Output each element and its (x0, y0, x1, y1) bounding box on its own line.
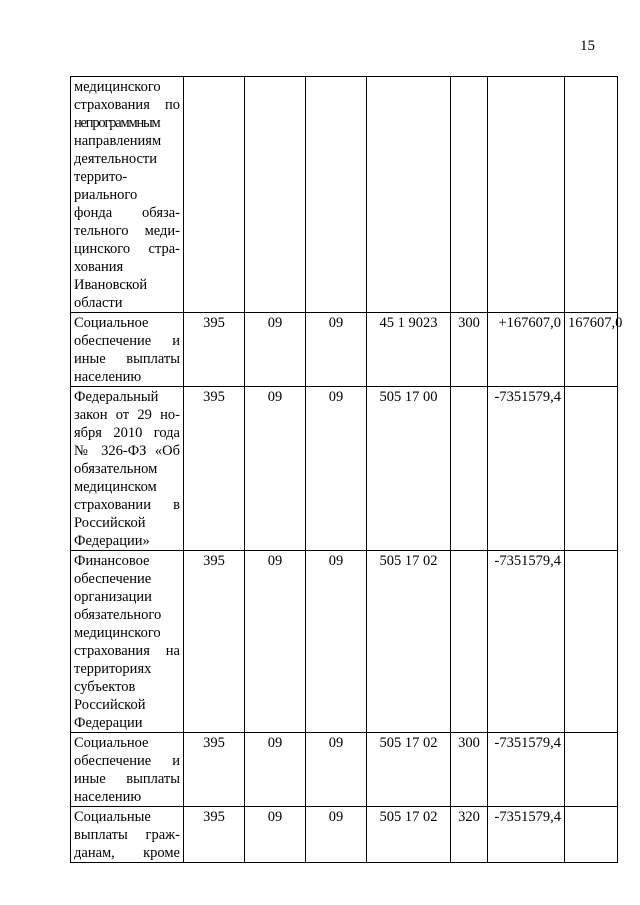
item-name-line: непрограммным (74, 115, 160, 131)
target-article-cell: 505 17 00 (367, 387, 451, 551)
item-name-line: медицинского (74, 625, 161, 641)
item-name-line: обеспечение и (74, 333, 180, 349)
amount-change-cell (488, 77, 565, 313)
section-cell: 09 (245, 733, 306, 807)
item-name-line: Российской (74, 697, 146, 713)
admin-code-cell: 395 (184, 551, 245, 733)
subsection-cell: 09 (306, 313, 367, 387)
item-name-line: Российской (74, 515, 146, 531)
item-name-line: направлениям (74, 133, 162, 149)
item-name-line: Федерации» (74, 533, 150, 549)
item-name-cell (71, 387, 184, 551)
target-article-cell: 505 17 02 (367, 733, 451, 807)
item-name-line: хования (74, 259, 124, 275)
section-cell: 09 (245, 313, 306, 387)
item-name-line: Социальное (74, 315, 149, 331)
item-name-line: обеспечение и (74, 753, 180, 769)
item-name-line: террито- (74, 169, 128, 185)
item-name-line: страхования по (74, 97, 180, 113)
amount-cell (565, 733, 618, 807)
section-cell: 09 (245, 387, 306, 551)
table-row (71, 387, 618, 551)
amount-change-cell: -7351579,4 (488, 807, 565, 863)
item-name-line: Социальные (74, 809, 151, 825)
amount-change-cell: +167607,0 (488, 313, 565, 387)
subsection-cell (306, 77, 367, 313)
item-name-line: иные выплаты (74, 351, 180, 367)
table-body (71, 77, 623, 863)
item-name-line: территориях (74, 661, 152, 677)
item-name-line: обязательного (74, 607, 162, 623)
page-number: 15 (580, 38, 595, 54)
item-name-line: обязательном (74, 461, 158, 477)
amount-cell: 167607,0 (565, 313, 618, 387)
item-name-line: Федеральный (74, 389, 159, 405)
item-name-line: населению (74, 369, 142, 385)
item-name-line: населению (74, 789, 142, 805)
target-article-cell: 45 1 9023 (367, 313, 451, 387)
table-row (71, 77, 618, 313)
expense-type-cell (451, 551, 488, 733)
expense-type-cell: 300 (451, 313, 488, 387)
item-name-line: выплаты граж- (74, 827, 180, 843)
item-name-cell (71, 551, 184, 733)
admin-code-cell: 395 (184, 733, 245, 807)
item-name-line: № 326-ФЗ «Об (74, 443, 180, 459)
target-article-cell: 505 17 02 (367, 807, 451, 863)
item-name-line: страховании в (74, 497, 180, 513)
admin-code-cell: 395 (184, 807, 245, 863)
item-name-line: субъектов (74, 679, 136, 695)
item-name-line: данам, кроме (74, 845, 180, 861)
item-name-line: иные выплаты (74, 771, 180, 787)
table-row (71, 733, 618, 807)
amount-cell (565, 77, 618, 313)
item-name-line: медицинском (74, 479, 157, 495)
admin-code-cell: 395 (184, 387, 245, 551)
amount-change-cell: -7351579,4 (488, 387, 565, 551)
item-name-line: тельного меди- (74, 223, 180, 239)
item-name-cell (71, 733, 184, 807)
item-name-cell (71, 313, 184, 387)
item-name-line: цинского стра- (74, 241, 180, 257)
subsection-cell: 09 (306, 807, 367, 863)
expense-type-cell (451, 77, 488, 313)
item-name-line: Ивановской (74, 277, 148, 293)
table-row (71, 313, 618, 387)
admin-code-cell (184, 77, 245, 313)
item-name-line: Федерации (74, 715, 143, 731)
section-cell: 09 (245, 551, 306, 733)
item-name-cell (71, 807, 184, 863)
table-row (71, 807, 618, 863)
item-name-line: Финансовое (74, 553, 150, 569)
section-cell (245, 77, 306, 313)
item-name-line: обеспечение (74, 571, 152, 587)
section-cell: 09 (245, 807, 306, 863)
amount-cell (565, 551, 618, 733)
expense-type-cell (451, 387, 488, 551)
amount-cell (565, 387, 618, 551)
expense-type-cell: 320 (451, 807, 488, 863)
item-name-line: закон от 29 но- (74, 407, 180, 423)
subsection-cell: 09 (306, 387, 367, 551)
item-name-line: Социальное (74, 735, 149, 751)
target-article-cell: 505 17 02 (367, 551, 451, 733)
item-name-cell (71, 77, 184, 313)
item-name-line: страхования на (74, 643, 180, 659)
budget-table (70, 76, 623, 863)
amount-change-cell: -7351579,4 (488, 551, 565, 733)
item-name-line: медицинского (74, 79, 161, 95)
item-name-line: области (74, 295, 123, 311)
item-name-line: деятельности (74, 151, 158, 167)
item-name-line: риального (74, 187, 138, 203)
target-article-cell (367, 77, 451, 313)
subsection-cell: 09 (306, 551, 367, 733)
amount-change-cell: -7351579,4 (488, 733, 565, 807)
item-name-line: организации (74, 589, 152, 605)
expense-type-cell: 300 (451, 733, 488, 807)
item-name-line: фонда обяза- (74, 205, 180, 221)
amount-cell (565, 807, 618, 863)
item-name-line: ября 2010 года (74, 425, 180, 441)
table-row (71, 551, 618, 733)
subsection-cell: 09 (306, 733, 367, 807)
admin-code-cell: 395 (184, 313, 245, 387)
